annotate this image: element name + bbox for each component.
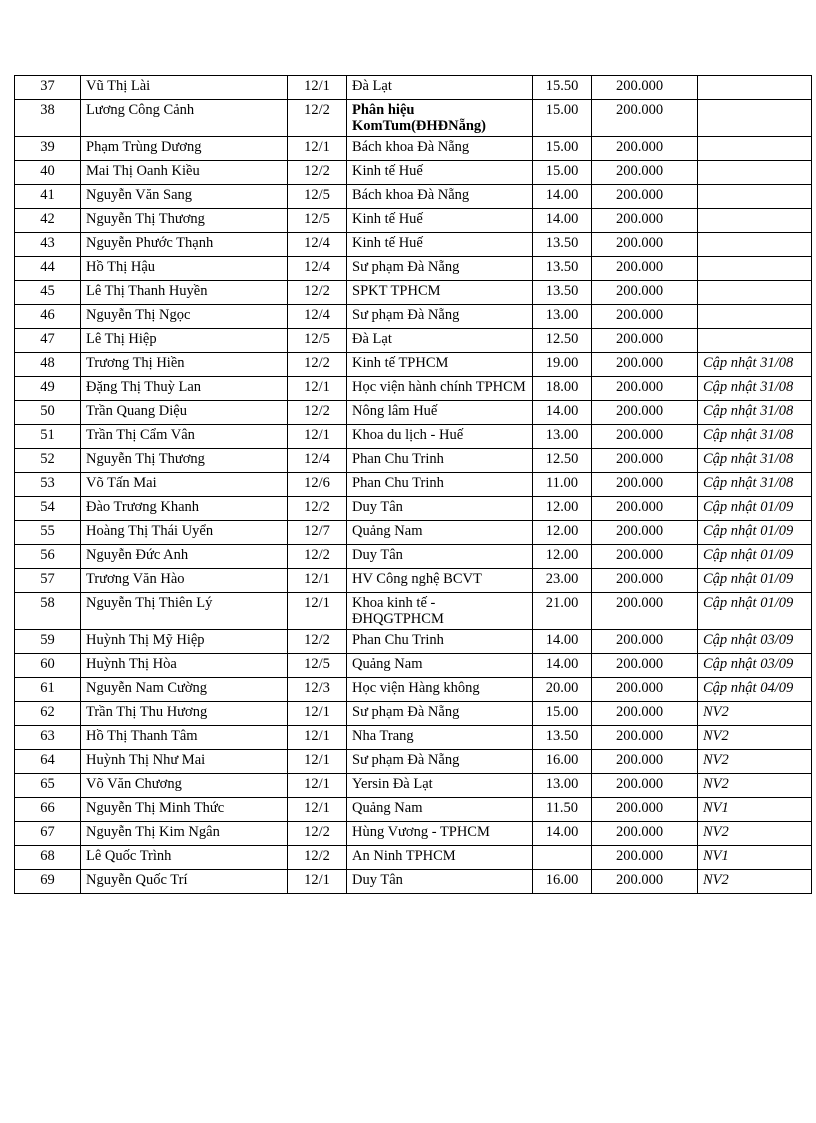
amount-cell: 200.000	[592, 822, 698, 846]
score-cell: 15.50	[533, 76, 592, 100]
class-cell: 12/2	[288, 401, 347, 425]
score-cell: 13.50	[533, 281, 592, 305]
class-cell: 12/4	[288, 233, 347, 257]
school-cell: Kinh tế TPHCM	[347, 353, 533, 377]
school-cell: Nông lâm Huế	[347, 401, 533, 425]
school-cell: Hùng Vương - TPHCM	[347, 822, 533, 846]
class-cell: 12/1	[288, 76, 347, 100]
score-cell: 13.50	[533, 257, 592, 281]
student-name: Trương Thị Hiền	[81, 353, 288, 377]
row-number: 53	[15, 473, 81, 497]
row-number: 42	[15, 209, 81, 233]
note-cell: Cập nhật 03/09	[698, 630, 812, 654]
note-cell	[698, 76, 812, 100]
table-row	[15, 257, 812, 281]
table-row	[15, 209, 812, 233]
school-cell: Nha Trang	[347, 726, 533, 750]
student-name: Huỳnh Thị Mỹ Hiệp	[81, 630, 288, 654]
score-cell: 23.00	[533, 569, 592, 593]
row-number: 37	[15, 76, 81, 100]
score-cell: 13.00	[533, 305, 592, 329]
score-cell: 19.00	[533, 353, 592, 377]
amount-cell: 200.000	[592, 377, 698, 401]
note-cell: NV2	[698, 702, 812, 726]
table-row	[15, 569, 812, 593]
note-cell: Cập nhật 31/08	[698, 377, 812, 401]
table-row	[15, 822, 812, 846]
score-cell: 15.00	[533, 100, 592, 137]
student-scholarship-table	[14, 75, 812, 894]
student-name: Nguyễn Phước Thạnh	[81, 233, 288, 257]
note-cell: Cập nhật 03/09	[698, 654, 812, 678]
row-number: 62	[15, 702, 81, 726]
table-row	[15, 654, 812, 678]
score-cell: 13.00	[533, 425, 592, 449]
note-cell: Cập nhật 01/09	[698, 545, 812, 569]
score-cell: 15.00	[533, 137, 592, 161]
score-cell: 14.00	[533, 630, 592, 654]
row-number: 50	[15, 401, 81, 425]
note-cell: Cập nhật 04/09	[698, 678, 812, 702]
note-cell	[698, 209, 812, 233]
school-cell: Sư phạm Đà Nẵng	[347, 750, 533, 774]
school-cell: Sư phạm Đà Nẵng	[347, 257, 533, 281]
school-cell: Khoa kinh tế - ĐHQGTPHCM	[347, 593, 533, 630]
student-name: Nguyễn Thị Kim Ngân	[81, 822, 288, 846]
table-row	[15, 281, 812, 305]
table-row	[15, 401, 812, 425]
amount-cell: 200.000	[592, 846, 698, 870]
school-cell: Sư phạm Đà Nẵng	[347, 305, 533, 329]
student-name: Lê Thị Hiệp	[81, 329, 288, 353]
student-name: Hoàng Thị Thái Uyển	[81, 521, 288, 545]
table-row	[15, 329, 812, 353]
row-number: 49	[15, 377, 81, 401]
class-cell: 12/1	[288, 774, 347, 798]
school-cell: Duy Tân	[347, 870, 533, 894]
class-cell: 12/1	[288, 798, 347, 822]
student-name: Nguyễn Nam Cường	[81, 678, 288, 702]
score-cell: 12.00	[533, 545, 592, 569]
table-row	[15, 630, 812, 654]
amount-cell: 200.000	[592, 100, 698, 137]
note-cell	[698, 100, 812, 137]
amount-cell: 200.000	[592, 702, 698, 726]
class-cell: 12/3	[288, 678, 347, 702]
table-row	[15, 185, 812, 209]
table-row	[15, 846, 812, 870]
row-number: 39	[15, 137, 81, 161]
class-cell: 12/2	[288, 846, 347, 870]
note-cell: NV2	[698, 822, 812, 846]
class-cell: 12/1	[288, 726, 347, 750]
amount-cell: 200.000	[592, 329, 698, 353]
student-name: Nguyễn Văn Sang	[81, 185, 288, 209]
row-number: 69	[15, 870, 81, 894]
table-row	[15, 449, 812, 473]
amount-cell: 200.000	[592, 425, 698, 449]
table-row	[15, 702, 812, 726]
amount-cell: 200.000	[592, 137, 698, 161]
score-cell: 14.00	[533, 401, 592, 425]
row-number: 46	[15, 305, 81, 329]
note-cell: NV2	[698, 750, 812, 774]
student-name: Huỳnh Thị Hòa	[81, 654, 288, 678]
row-number: 47	[15, 329, 81, 353]
amount-cell: 200.000	[592, 593, 698, 630]
amount-cell: 200.000	[592, 545, 698, 569]
school-cell: Duy Tân	[347, 545, 533, 569]
class-cell: 12/2	[288, 353, 347, 377]
row-number: 40	[15, 161, 81, 185]
student-name: Lê Quốc Trình	[81, 846, 288, 870]
school-cell: Yersin Đà Lạt	[347, 774, 533, 798]
score-cell: 14.00	[533, 654, 592, 678]
school-cell: Quảng Nam	[347, 521, 533, 545]
note-cell	[698, 137, 812, 161]
school-cell: Quảng Nam	[347, 798, 533, 822]
amount-cell: 200.000	[592, 257, 698, 281]
score-cell	[533, 846, 592, 870]
score-cell: 12.00	[533, 497, 592, 521]
amount-cell: 200.000	[592, 726, 698, 750]
amount-cell: 200.000	[592, 209, 698, 233]
student-name: Phạm Trùng Dương	[81, 137, 288, 161]
school-cell: Phan Chu Trinh	[347, 473, 533, 497]
school-cell: Khoa du lịch - Huế	[347, 425, 533, 449]
school-cell: Học viện Hàng không	[347, 678, 533, 702]
note-cell: Cập nhật 01/09	[698, 521, 812, 545]
student-name: Hồ Thị Hậu	[81, 257, 288, 281]
note-cell: NV2	[698, 870, 812, 894]
student-name: Nguyễn Quốc Trí	[81, 870, 288, 894]
note-cell: Cập nhật 31/08	[698, 473, 812, 497]
amount-cell: 200.000	[592, 76, 698, 100]
note-cell: Cập nhật 01/09	[698, 497, 812, 521]
note-cell: Cập nhật 31/08	[698, 353, 812, 377]
amount-cell: 200.000	[592, 281, 698, 305]
amount-cell: 200.000	[592, 497, 698, 521]
row-number: 66	[15, 798, 81, 822]
note-cell	[698, 329, 812, 353]
class-cell: 12/4	[288, 305, 347, 329]
school-cell: Kinh tế Huế	[347, 161, 533, 185]
amount-cell: 200.000	[592, 473, 698, 497]
student-name: Hồ Thị Thanh Tâm	[81, 726, 288, 750]
class-cell: 12/5	[288, 654, 347, 678]
class-cell: 12/1	[288, 425, 347, 449]
score-cell: 21.00	[533, 593, 592, 630]
school-cell: Phan Chu Trinh	[347, 449, 533, 473]
score-cell: 12.00	[533, 521, 592, 545]
amount-cell: 200.000	[592, 630, 698, 654]
table-row	[15, 425, 812, 449]
row-number: 44	[15, 257, 81, 281]
class-cell: 12/5	[288, 209, 347, 233]
note-cell	[698, 281, 812, 305]
row-number: 51	[15, 425, 81, 449]
class-cell: 12/2	[288, 281, 347, 305]
score-cell: 11.50	[533, 798, 592, 822]
score-cell: 11.00	[533, 473, 592, 497]
note-cell	[698, 257, 812, 281]
table-row	[15, 353, 812, 377]
student-name: Lê Thị Thanh Huyền	[81, 281, 288, 305]
class-cell: 12/4	[288, 449, 347, 473]
row-number: 52	[15, 449, 81, 473]
score-cell: 12.50	[533, 449, 592, 473]
table-body	[15, 76, 812, 894]
row-number: 54	[15, 497, 81, 521]
school-cell: Bách khoa Đà Nẵng	[347, 185, 533, 209]
score-cell: 20.00	[533, 678, 592, 702]
table-row	[15, 377, 812, 401]
class-cell: 12/5	[288, 329, 347, 353]
amount-cell: 200.000	[592, 654, 698, 678]
score-cell: 16.00	[533, 870, 592, 894]
amount-cell: 200.000	[592, 750, 698, 774]
student-name: Trần Thị Thu Hương	[81, 702, 288, 726]
student-name: Nguyễn Thị Thiên Lý	[81, 593, 288, 630]
amount-cell: 200.000	[592, 401, 698, 425]
table-row	[15, 726, 812, 750]
amount-cell: 200.000	[592, 870, 698, 894]
student-name: Trần Thị Cẩm Vân	[81, 425, 288, 449]
table-row	[15, 137, 812, 161]
class-cell: 12/1	[288, 377, 347, 401]
school-cell: Kinh tế Huế	[347, 233, 533, 257]
amount-cell: 200.000	[592, 678, 698, 702]
school-cell: HV Công nghệ BCVT	[347, 569, 533, 593]
note-cell	[698, 305, 812, 329]
student-name: Nguyễn Thị Minh Thức	[81, 798, 288, 822]
table-row	[15, 521, 812, 545]
row-number: 43	[15, 233, 81, 257]
row-number: 55	[15, 521, 81, 545]
row-number: 65	[15, 774, 81, 798]
school-cell: Đà Lạt	[347, 329, 533, 353]
class-cell: 12/4	[288, 257, 347, 281]
student-name: Võ Tấn Mai	[81, 473, 288, 497]
note-cell: Cập nhật 31/08	[698, 425, 812, 449]
score-cell: 14.00	[533, 185, 592, 209]
score-cell: 15.00	[533, 161, 592, 185]
class-cell: 12/5	[288, 185, 347, 209]
note-cell: Cập nhật 31/08	[698, 401, 812, 425]
note-cell	[698, 161, 812, 185]
table-row	[15, 870, 812, 894]
amount-cell: 200.000	[592, 161, 698, 185]
score-cell: 16.00	[533, 750, 592, 774]
table-row	[15, 76, 812, 100]
row-number: 64	[15, 750, 81, 774]
row-number: 60	[15, 654, 81, 678]
table-row	[15, 305, 812, 329]
school-cell: Duy Tân	[347, 497, 533, 521]
amount-cell: 200.000	[592, 305, 698, 329]
school-cell: Phân hiệu KomTum(ĐHĐNẵng)	[347, 100, 533, 137]
class-cell: 12/2	[288, 545, 347, 569]
table-row	[15, 678, 812, 702]
student-name: Đặng Thị Thuỳ Lan	[81, 377, 288, 401]
table-row	[15, 100, 812, 137]
table-row	[15, 798, 812, 822]
class-cell: 12/1	[288, 569, 347, 593]
row-number: 61	[15, 678, 81, 702]
class-cell: 12/2	[288, 161, 347, 185]
score-cell: 15.00	[533, 702, 592, 726]
score-cell: 18.00	[533, 377, 592, 401]
table-row	[15, 473, 812, 497]
table-row	[15, 545, 812, 569]
class-cell: 12/2	[288, 497, 347, 521]
student-name: Nguyễn Đức Anh	[81, 545, 288, 569]
amount-cell: 200.000	[592, 449, 698, 473]
school-cell: Bách khoa Đà Nẵng	[347, 137, 533, 161]
amount-cell: 200.000	[592, 233, 698, 257]
row-number: 38	[15, 100, 81, 137]
school-cell: Quảng Nam	[347, 654, 533, 678]
row-number: 68	[15, 846, 81, 870]
student-name: Huỳnh Thị Như Mai	[81, 750, 288, 774]
score-cell: 14.00	[533, 209, 592, 233]
class-cell: 12/1	[288, 870, 347, 894]
score-cell: 13.50	[533, 233, 592, 257]
row-number: 48	[15, 353, 81, 377]
note-cell: NV1	[698, 846, 812, 870]
row-number: 41	[15, 185, 81, 209]
score-cell: 13.00	[533, 774, 592, 798]
table-row	[15, 774, 812, 798]
row-number: 67	[15, 822, 81, 846]
class-cell: 12/1	[288, 593, 347, 630]
student-name: Trương Văn Hào	[81, 569, 288, 593]
student-name: Lương Công Cảnh	[81, 100, 288, 137]
amount-cell: 200.000	[592, 569, 698, 593]
note-cell	[698, 233, 812, 257]
class-cell: 12/1	[288, 137, 347, 161]
table-row	[15, 750, 812, 774]
school-cell: Học viện hành chính TPHCM	[347, 377, 533, 401]
note-cell: Cập nhật 01/09	[698, 569, 812, 593]
school-cell: SPKT TPHCM	[347, 281, 533, 305]
table-row	[15, 497, 812, 521]
amount-cell: 200.000	[592, 774, 698, 798]
note-cell: Cập nhật 31/08	[698, 449, 812, 473]
amount-cell: 200.000	[592, 798, 698, 822]
amount-cell: 200.000	[592, 353, 698, 377]
student-name: Trần Quang Diệu	[81, 401, 288, 425]
student-name: Nguyễn Thị Thương	[81, 449, 288, 473]
table-row	[15, 233, 812, 257]
note-cell: Cập nhật 01/09	[698, 593, 812, 630]
school-cell: Sư phạm Đà Nẵng	[347, 702, 533, 726]
class-cell: 12/7	[288, 521, 347, 545]
student-name: Võ Văn Chương	[81, 774, 288, 798]
amount-cell: 200.000	[592, 185, 698, 209]
row-number: 57	[15, 569, 81, 593]
row-number: 58	[15, 593, 81, 630]
score-cell: 14.00	[533, 822, 592, 846]
score-cell: 13.50	[533, 726, 592, 750]
student-name: Nguyễn Thị Ngọc	[81, 305, 288, 329]
student-name: Nguyễn Thị Thương	[81, 209, 288, 233]
school-cell: Đà Lạt	[347, 76, 533, 100]
student-name: Vũ Thị Lài	[81, 76, 288, 100]
class-cell: 12/1	[288, 702, 347, 726]
school-cell: Phan Chu Trinh	[347, 630, 533, 654]
student-name: Mai Thị Oanh Kiều	[81, 161, 288, 185]
class-cell: 12/2	[288, 822, 347, 846]
row-number: 56	[15, 545, 81, 569]
row-number: 59	[15, 630, 81, 654]
note-cell: NV2	[698, 726, 812, 750]
class-cell: 12/2	[288, 100, 347, 137]
table-row	[15, 161, 812, 185]
score-cell: 12.50	[533, 329, 592, 353]
class-cell: 12/6	[288, 473, 347, 497]
note-cell: NV1	[698, 798, 812, 822]
student-name: Đào Trương Khanh	[81, 497, 288, 521]
school-cell: Kinh tế Huế	[347, 209, 533, 233]
row-number: 63	[15, 726, 81, 750]
table-row	[15, 593, 812, 630]
class-cell: 12/1	[288, 750, 347, 774]
amount-cell: 200.000	[592, 521, 698, 545]
note-cell	[698, 185, 812, 209]
note-cell: NV2	[698, 774, 812, 798]
school-cell: An Ninh TPHCM	[347, 846, 533, 870]
row-number: 45	[15, 281, 81, 305]
class-cell: 12/2	[288, 630, 347, 654]
